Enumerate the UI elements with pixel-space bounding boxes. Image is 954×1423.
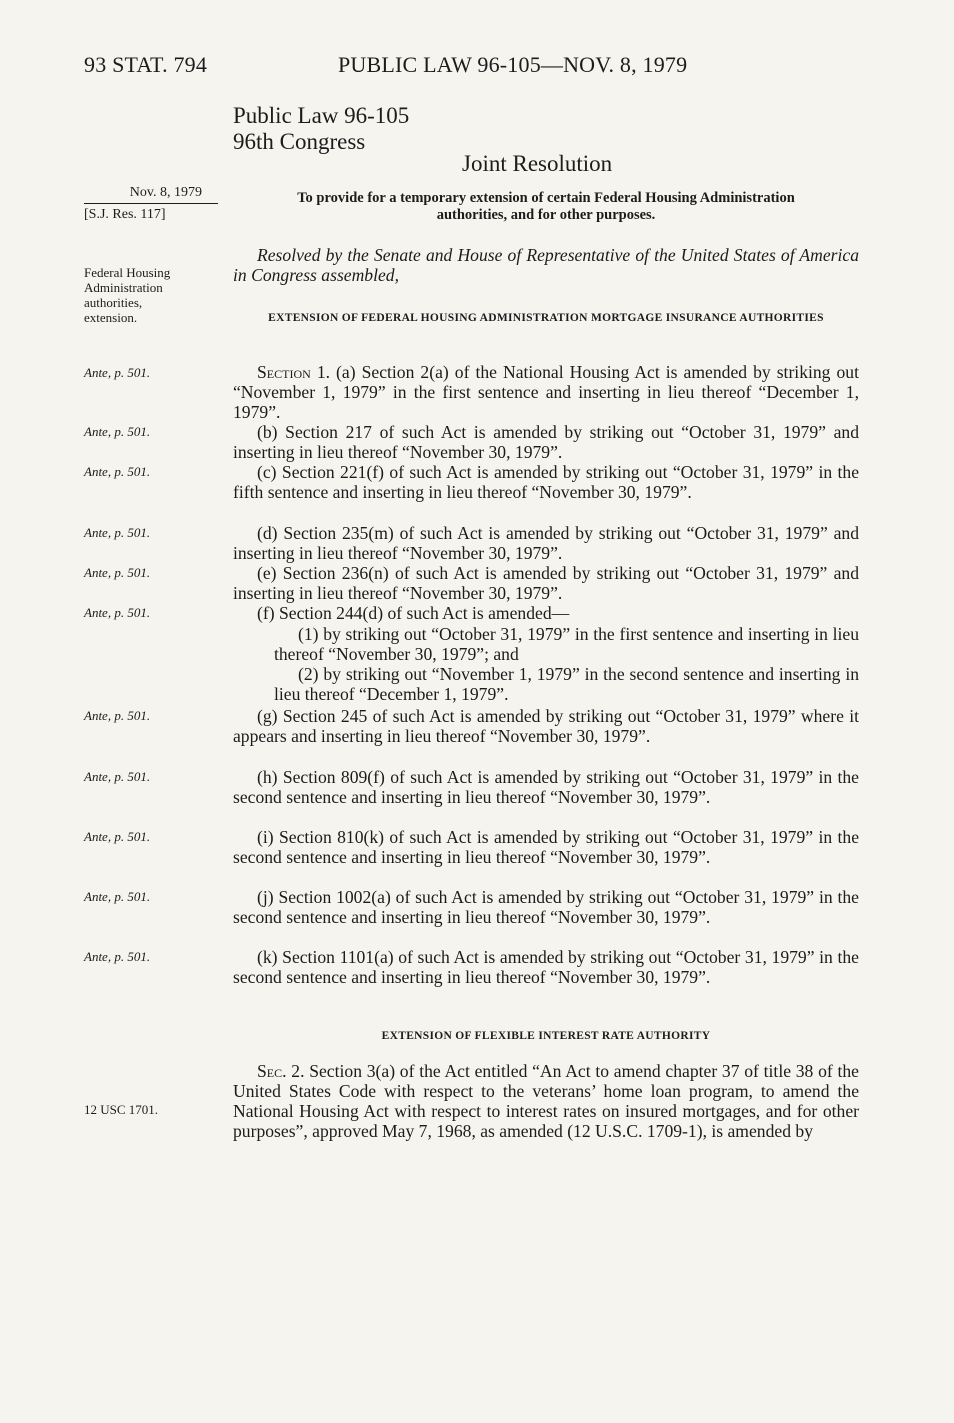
- section-1b: (b) Section 217 of such Act is amended by striking out “October 31, 1979” and inserting in lieu thereof “November 30, 1979”.: [233, 422, 859, 462]
- page-stat-number: 93 STAT. 794: [84, 52, 208, 77]
- section-1f-1: (1) by striking out “October 31, 1979” in the first sentence and inserting in lieu thereof “November 30, 1979”; and: [274, 624, 859, 664]
- margin-ante-ref: Ante, p. 501.: [84, 525, 151, 540]
- section-2: [233, 1061, 859, 1141]
- purpose-clause: [233, 190, 859, 224]
- congress-number: 96th Congress: [233, 129, 366, 154]
- enacting-clause: Resolved by the Senate and House of Representative of the United States of America in Congress assembled,: [233, 245, 859, 285]
- document-type: Joint Resolution: [462, 151, 613, 176]
- running-head: PUBLIC LAW 96-105—NOV. 8, 1979: [338, 52, 688, 77]
- margin-bill-number: [S.J. Res. 117]: [84, 207, 166, 222]
- margin-ante-ref: Ante, p. 501.: [84, 365, 151, 380]
- margin-date: Nov. 8, 1979: [129, 185, 202, 200]
- section-2-heading: EXTENSION OF FLEXIBLE INTEREST RATE AUTHORITY: [381, 1030, 711, 1042]
- margin-ante-ref: Ante, p. 501.: [84, 769, 151, 784]
- section-1j: (j) Section 1002(a) of such Act is amended by striking out “October 31, 1979” in the second sentence and inserting in lieu thereof “November 30, 1979”.: [233, 887, 859, 927]
- section-1a: [233, 362, 859, 422]
- margin-divider: [84, 203, 218, 204]
- section-1e: (e) Section 236(n) of such Act is amended by striking out “October 31, 1979” and inserting in lieu thereof “November 30, 1979”.: [233, 563, 859, 603]
- section-1i: (i) Section 810(k) of such Act is amended by striking out “October 31, 1979” in the second sentence and inserting in lieu thereof “November 30, 1979”.: [233, 827, 859, 867]
- purpose-line-2: authorities, and for other purposes.: [436, 207, 656, 223]
- section-1h: (h) Section 809(f) of such Act is amended by striking out “October 31, 1979” in the second sentence and inserting in lieu thereof “November 30, 1979”.: [233, 767, 859, 807]
- margin-topic-line: authorities,: [84, 295, 143, 310]
- margin-ante-ref: Ante, p. 501.: [84, 829, 151, 844]
- section-1g: (g) Section 245 of such Act is amended by striking out “October 31, 1979” where it appears and inserting in lieu thereof “November 30, 1979”.: [233, 706, 859, 746]
- section-label: Section: [257, 362, 311, 382]
- margin-ante-ref: Ante, p. 501.: [84, 949, 151, 964]
- margin-ante-ref: Ante, p. 501.: [84, 565, 151, 580]
- section-1-heading: EXTENSION OF FEDERAL HOUSING ADMINISTRATION MORTGAGE INSURANCE AUTHORITIES: [268, 312, 824, 324]
- purpose-line-1: To provide for a temporary extension of certain Federal Housing Administration: [297, 190, 795, 206]
- section-1f-2: (2) by striking out “November 1, 1979” in the second sentence and inserting in lieu thereof “December 1, 1979”.: [274, 664, 859, 704]
- margin-usc-citation: 12 USC 1701.: [84, 1102, 159, 1117]
- section-label: Sec.: [257, 1061, 287, 1081]
- margin-ante-ref: Ante, p. 501.: [84, 464, 151, 479]
- section-1f: (f) Section 244(d) of such Act is amended—: [257, 603, 570, 623]
- section-1k: (k) Section 1101(a) of such Act is amended by striking out “October 31, 1979” in the second sentence and inserting in lieu thereof “November 30, 1979”.: [233, 947, 859, 987]
- public-law-number: Public Law 96-105: [233, 103, 410, 128]
- margin-topic-line: Administration: [84, 280, 163, 295]
- section-2-text: 2. Section 3(a) of the Act entitled “An Act to amend chapter 37 of title 38 of the United States Code with respect to the veterans’ home loan program, to amend the National Housing Act with respect to interest rates on insured mortgages, and for other purposes”, approved May 7, 1968, as amended (12 U.S.C. 1709-1), is amended by: [233, 1061, 859, 1141]
- margin-ante-ref: Ante, p. 501.: [84, 708, 151, 723]
- section-1d: (d) Section 235(m) of such Act is amended by striking out “October 31, 1979” and inserting in lieu thereof “November 30, 1979”.: [233, 523, 859, 563]
- margin-topic-line: Federal Housing: [84, 265, 171, 280]
- margin-ante-ref: Ante, p. 501.: [84, 889, 151, 904]
- margin-topic-line: extension.: [84, 310, 138, 325]
- section-1a-text: 1. (a) Section 2(a) of the National Housing Act is amended by striking out “November 1, 1979” in the first sentence and inserting in lieu thereof “December 1, 1979”.: [233, 362, 859, 422]
- margin-ante-ref: Ante, p. 501.: [84, 424, 151, 439]
- section-1c: (c) Section 221(f) of such Act is amended by striking out “October 31, 1979” in the fifth sentence and inserting in lieu thereof “November 30, 1979”.: [233, 462, 859, 502]
- margin-ante-ref: Ante, p. 501.: [84, 605, 151, 620]
- margin-topic: [84, 265, 170, 325]
